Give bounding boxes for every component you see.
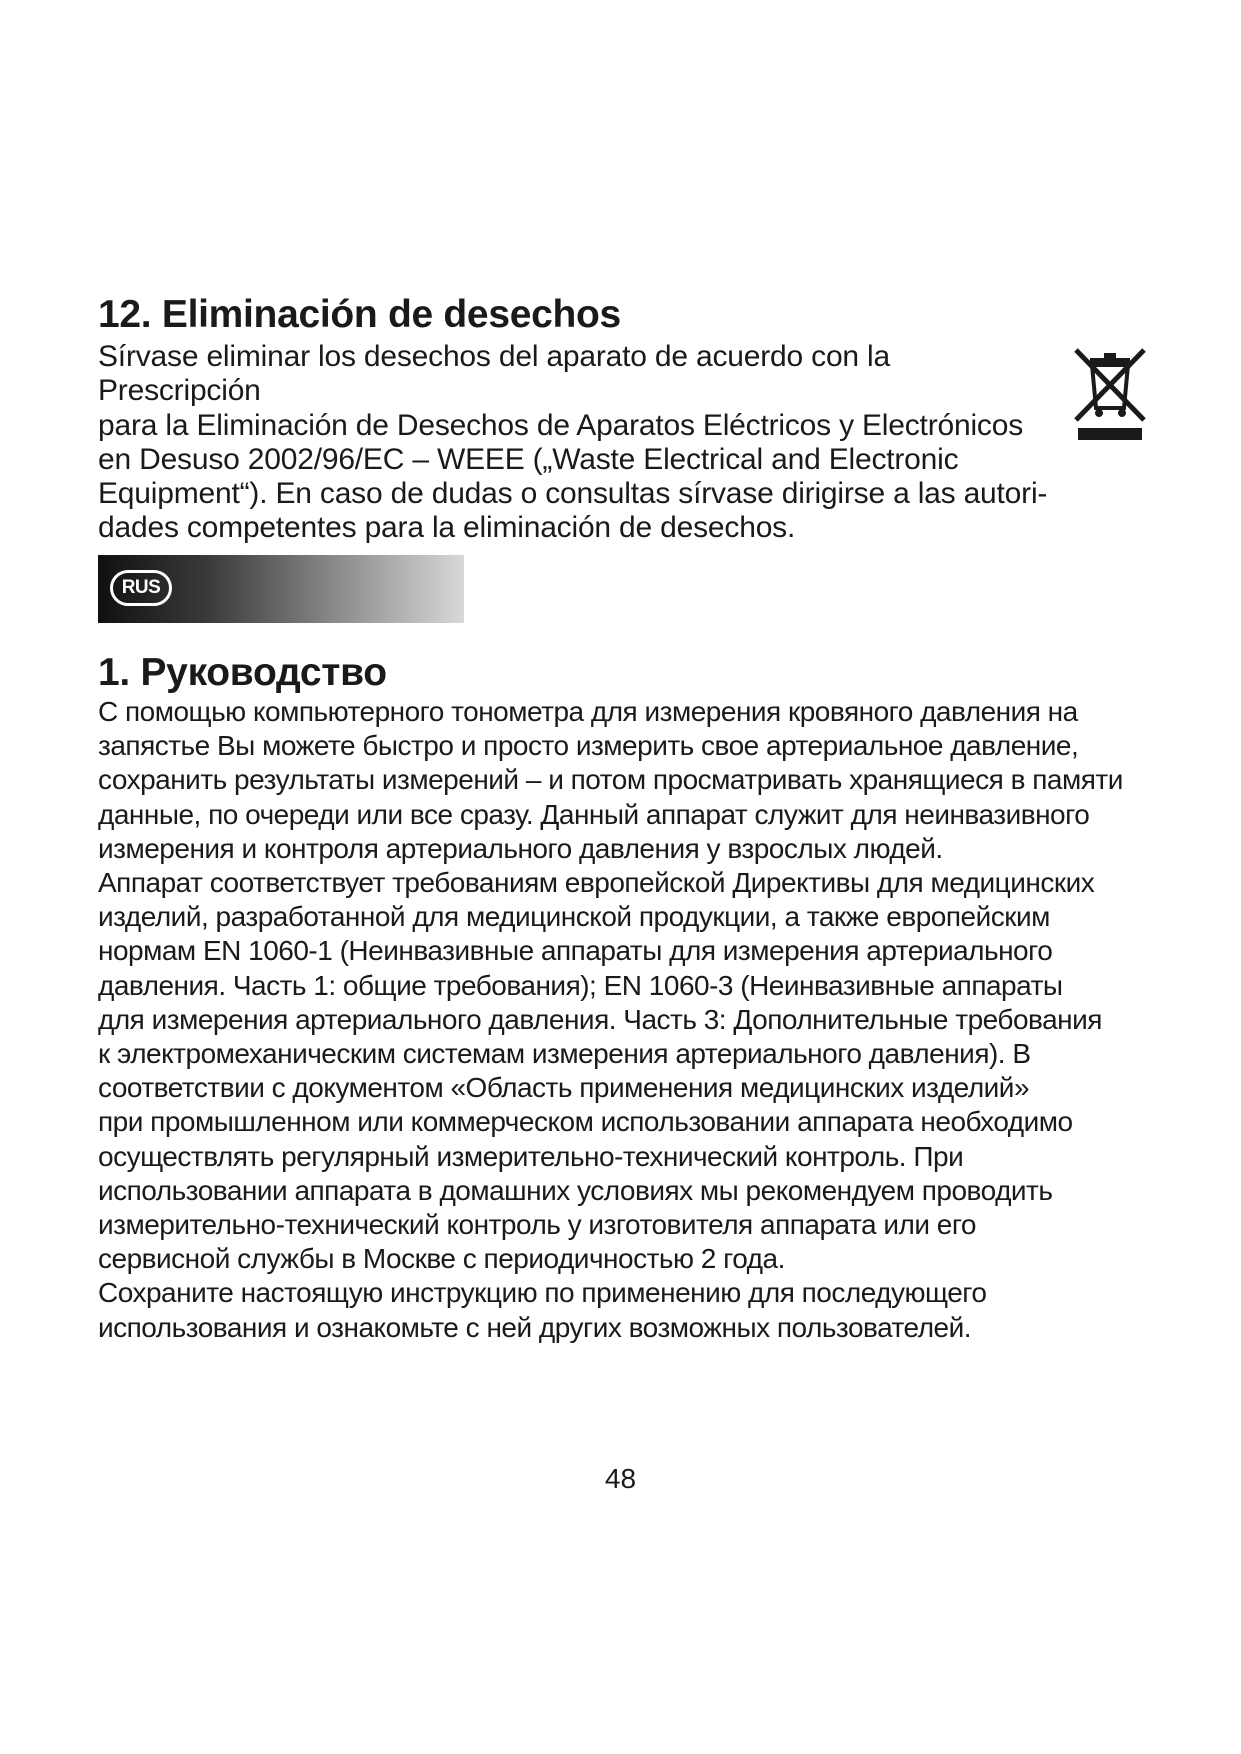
weee-crossed-bin-icon — [1072, 346, 1148, 442]
page-number: 48 — [604, 1463, 637, 1494]
language-band — [98, 555, 464, 623]
section-heading-ru: 1. Руководство — [98, 651, 387, 694]
section-body-es: Sírvase eliminar los desechos del aparato de acuerdo con la Prescripción para la Eliminación de Desechos de Aparatos Eléctricos y Electrónicos en Desuso 2002/96/EC – WEEE („Waste Electrical and Electronic Equipment“). En caso de dudas o consultas sírvase dirigirse a las autori- dades competentes para la eliminación de desechos. — [98, 340, 1048, 545]
section-heading-es: 12. Eliminación de desechos — [98, 293, 621, 336]
language-code-badge: RUS — [110, 570, 172, 606]
section-body-ru: С помощью компьютерного тонометра для измерения кровяного давления на запястье Вы можете быстро и просто измерить свое артериальное давление, сохранить результаты измерений – и потом просматривать хранящиеся в памяти данные, по очереди или все сразу. Данный аппарат служит для неинвазивного измерения и контроля артериального давления у взрослых людей. Аппарат соответствует требованиям европейской Директивы для медицинских изделий, разработанной для медицинской продукции, а также европейским нормам EN 1060-1 (Неинвазивные аппараты для измерения артериального давления. Часть 1: общие требования); EN 1060-3 (Неинвазивные аппараты для измерения артериального давления. Часть 3: Дополнительные требования к электромеханическим системам измерения артериального давления). В соответствии с документом «Область применения медицинских изделий» при промышленном или коммерческом использовании аппарата необходимо осуществлять регулярный измерительно-технический контроль. При использовании аппарата в домашних условиях мы рекомендуем проводить измерительно-технический контроль у изготовителя аппарата или его сервисной службы в Москве с периодичностью 2 года. Сохраните настоящую инструкцию по применению для последующего использования и ознакомьте с ней других возможных пользователей. — [98, 696, 1123, 1343]
